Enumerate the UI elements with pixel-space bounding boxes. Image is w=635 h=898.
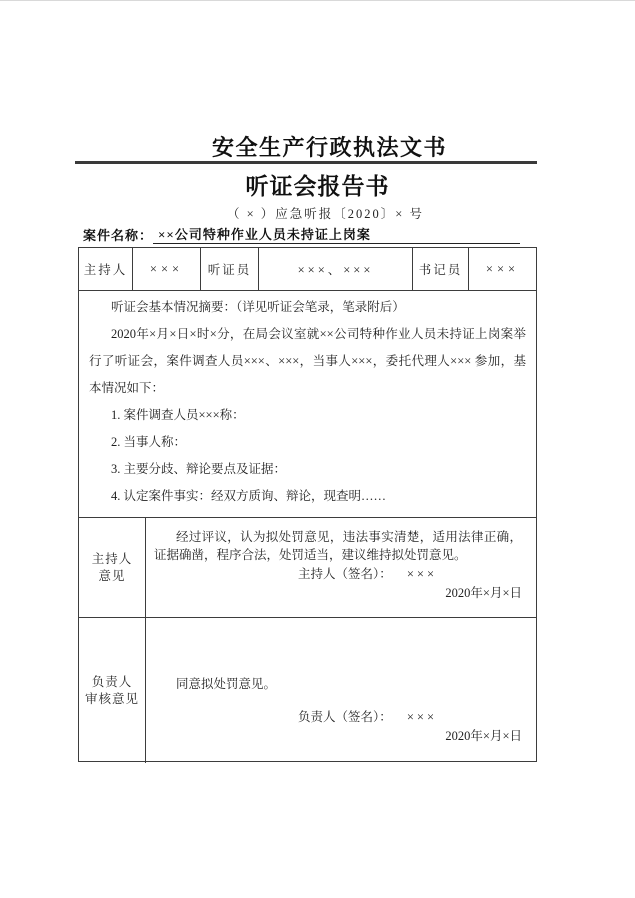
doc-number: （ × ）应急听报〔2020〕× 号	[227, 207, 424, 221]
summary-item-1: 1. 案件调查人员×××称：	[111, 408, 245, 422]
host-opinion-text: 经过评议，认为拟处罚意见，违法事实清楚，适用法律正确，证据确凿，程序合法，处罚适当，建议维持拟处罚意见。	[154, 530, 522, 562]
summary-item-4: 4. 认定案件事实：经双方质询、辩论，现查明……	[111, 489, 387, 503]
leader-opinion-row	[79, 617, 536, 763]
leader-opinion-content-cell	[146, 618, 536, 763]
host-opinion-date: 2020年×月×日	[445, 586, 522, 600]
report-table	[78, 247, 537, 762]
summary-cell	[79, 290, 536, 517]
case-name-value: ××公司特种作业人员未持证上岗案	[153, 224, 520, 244]
host-signature-value: ×××	[406, 567, 437, 581]
host-label: 主持人	[79, 248, 133, 290]
leader-opinion-label	[79, 618, 146, 763]
leader-opinion-date: 2020年×月×日	[445, 729, 522, 743]
host-opinion-row	[79, 517, 536, 617]
leader-signature-line	[154, 708, 522, 726]
leader-signature-label: 负责人（签名）：	[297, 710, 392, 724]
leader-opinion-label-line1: 负责人	[91, 674, 133, 689]
case-name-label: 案件名称：	[83, 228, 154, 243]
host-signature-line	[154, 565, 522, 583]
host-opinion-label-line2: 意见	[98, 568, 126, 583]
leader-opinion-text: 同意拟处罚意见。	[176, 677, 277, 691]
page-title: 听证会报告书	[245, 174, 390, 199]
host-opinion-label	[79, 518, 146, 617]
host-value: ×××	[133, 248, 201, 290]
clerk-label: 书记员	[413, 248, 469, 290]
personnel-row	[79, 248, 536, 290]
summary-heading: 听证会基本情况摘要：（详见听证会笔录，笔录附后）	[111, 300, 405, 314]
summary-item-2: 2. 当事人称：	[111, 435, 187, 449]
summary-paragraph: 2020年×月×日×时×分，在局会议室就××公司特种作业人员未持证上岗案举行了听证会，案件调查人员×××、×××，当事人×××，委托代理人××× 参加，基本情况如下：	[89, 327, 526, 395]
leader-opinion-label-line2: 审核意见	[84, 691, 139, 706]
hearing-officer-value: ×××、×××	[259, 248, 413, 290]
case-name-line	[83, 225, 520, 244]
clerk-value: ×××	[485, 261, 520, 276]
summary-item-3: 3. 主要分歧、辩论要点及证据：	[111, 462, 287, 476]
host-opinion-label-line1: 主持人	[91, 551, 133, 566]
hearing-officer-label: 听证员	[201, 248, 259, 290]
window-top-edge	[0, 0, 635, 1]
host-signature-label: 主持人（签名）：	[297, 567, 392, 581]
leader-signature-value: ×××	[406, 710, 437, 724]
host-opinion-content-cell	[146, 518, 536, 617]
doc-type-title: 安全生产行政执法文书	[211, 135, 447, 160]
double-rule-divider	[75, 161, 537, 164]
